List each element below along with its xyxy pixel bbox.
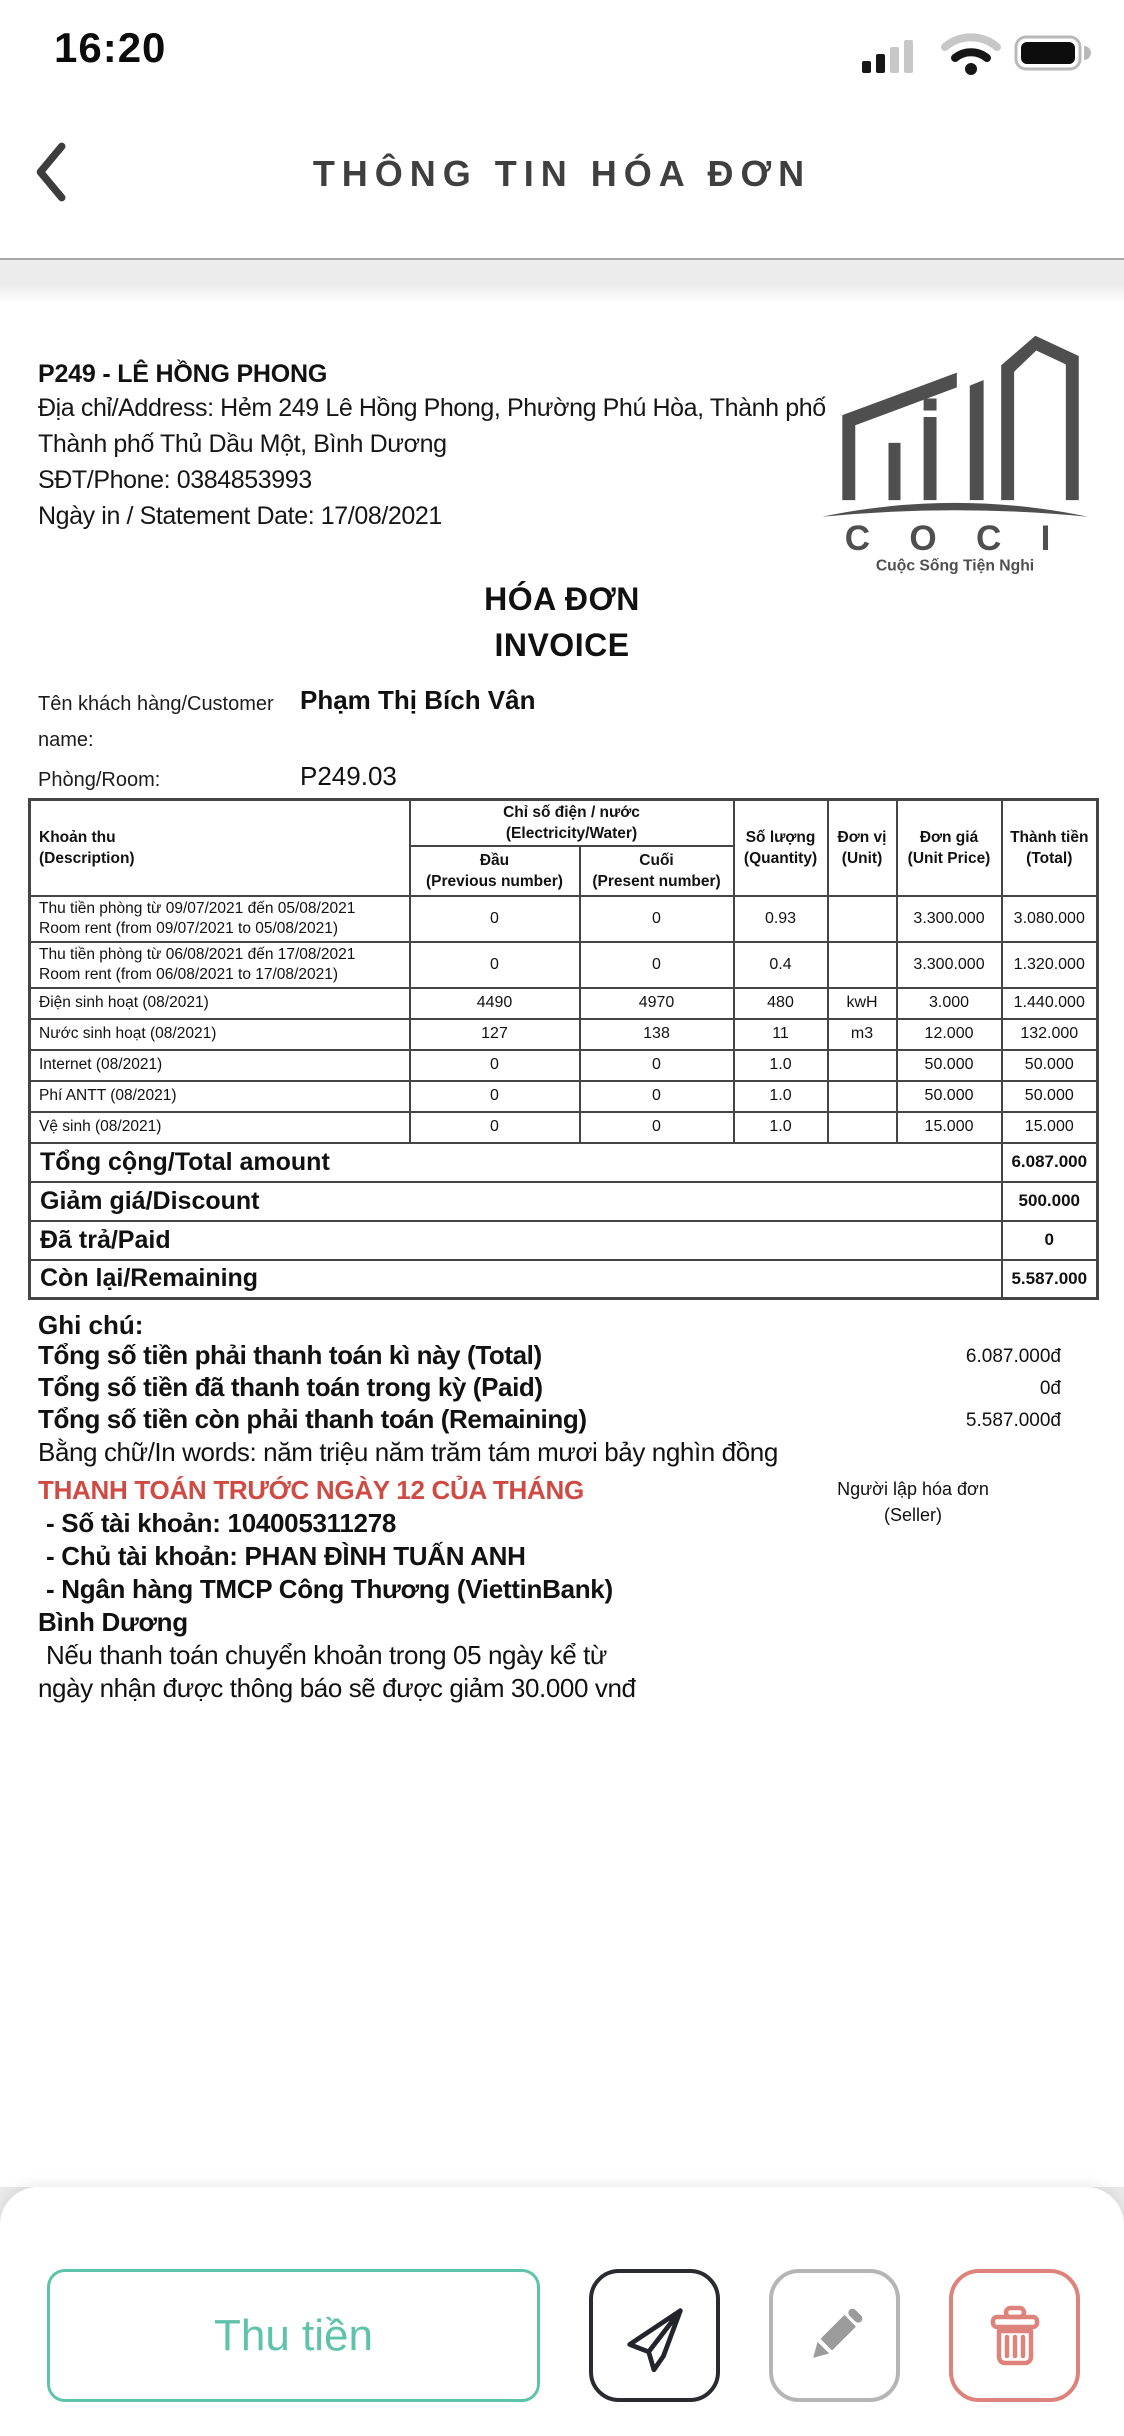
col-meter-group: Chỉ số điện / nước (Electricity/Water) bbox=[410, 800, 734, 846]
transfer-note-line2: ngày nhận được thông báo sẽ được giảm 30.000 vnđ bbox=[38, 1673, 636, 1703]
invoice-title-en: INVOICE bbox=[494, 627, 630, 663]
cellular-signal-icon bbox=[862, 31, 928, 75]
table-row: Thu tiền phòng từ 06/08/2021 đến 17/08/2021 Room rent (from 06/08/2021 to 17/08/2021) 0 0 0.4 3.300.000 1.320.000 bbox=[30, 942, 1098, 988]
merchant-address-line1: Địa chỉ/Address: Hẻm 249 Lê Hồng Phong, Phường Phú Hòa, Thành phố bbox=[38, 394, 826, 422]
background-area bbox=[0, 2187, 1124, 2436]
bank-region: Bình Dương bbox=[38, 1607, 188, 1637]
clock: 16:20 bbox=[54, 24, 167, 71]
table-row: Thu tiền phòng từ 09/07/2021 đến 05/08/2021 Room rent (from 09/07/2021 to 05/08/2021) 0 0 0.93 3.300.000 3.080.000 bbox=[30, 896, 1098, 942]
page-title: THÔNG TIN HÓA ĐƠN bbox=[312, 153, 812, 194]
action-sheet bbox=[0, 2187, 1124, 2436]
summary-row-remaining: Còn lại/Remaining 5.587.000 bbox=[30, 1260, 1098, 1299]
logo-brand: C O C I bbox=[844, 518, 1066, 558]
table-row: Điện sinh hoạt (08/2021) 4490 4970 480 kwH 3.000 1.440.000 bbox=[30, 988, 1098, 1019]
back-button[interactable] bbox=[30, 140, 70, 204]
table-row: Vệ sinh (08/2021) 0 0 1.0 15.000 15.000 bbox=[30, 1112, 1098, 1143]
col-quantity: Số lượng (Quantity) bbox=[734, 800, 828, 896]
table-row: Nước sinh hoạt (08/2021) 127 138 11 m3 12.000 132.000 bbox=[30, 1019, 1098, 1050]
customer-name-value: Phạm Thị Bích Vân bbox=[300, 685, 536, 715]
note-paid: Tổng số tiền đã thanh toán trong kỳ (Paid) 0đ bbox=[38, 1372, 1061, 1402]
table-row: Phí ANTT (08/2021) 0 0 1.0 50.000 50.000 bbox=[30, 1081, 1098, 1112]
room-label: Phòng/Room: bbox=[38, 769, 161, 791]
col-previous: Đầu (Previous number) bbox=[410, 846, 580, 896]
customer-section bbox=[28, 682, 1096, 798]
summary-row-paid: Đã trả/Paid 0 bbox=[30, 1221, 1098, 1260]
merchant-phone: SĐT/Phone: 0384853993 bbox=[38, 466, 312, 494]
table-header-row bbox=[30, 800, 1098, 846]
payment-deadline: THANH TOÁN TRƯỚC NGÀY 12 CỦA THÁNG bbox=[38, 1475, 584, 1505]
paper-plane-icon bbox=[617, 2298, 693, 2374]
col-unit-price: Đơn giá (Unit Price) bbox=[897, 800, 1002, 896]
status-bar bbox=[0, 0, 1124, 90]
wifi-icon bbox=[940, 30, 1002, 76]
payment-section bbox=[28, 1474, 1096, 1705]
coci-buildings-icon bbox=[814, 308, 1096, 574]
summary-row-discount: Giảm giá/Discount 500.000 bbox=[30, 1182, 1098, 1221]
collect-money-label: Thu tiền bbox=[214, 2310, 373, 2360]
company-logo bbox=[814, 308, 1096, 574]
trash-icon bbox=[979, 2300, 1051, 2372]
bank-account-number: - Số tài khoản: 104005311278 bbox=[46, 1508, 397, 1538]
bank-name: - Ngân hàng TMCP Công Thương (ViettinBank) bbox=[46, 1574, 613, 1604]
nav-bar bbox=[0, 90, 1124, 258]
battery-icon bbox=[1014, 33, 1094, 73]
invoice-title-vi: HÓA ĐƠN bbox=[484, 581, 640, 617]
notes-heading: Ghi chú: bbox=[38, 1310, 144, 1340]
seller-block bbox=[778, 1476, 1048, 1528]
collect-money-button[interactable] bbox=[47, 2269, 540, 2402]
pencil-icon bbox=[798, 2299, 872, 2373]
col-unit: Đơn vị (Unit) bbox=[828, 800, 897, 896]
bank-account-holder: - Chủ tài khoản: PHAN ĐÌNH TUẤN ANH bbox=[46, 1541, 526, 1571]
amount-in-words: Bằng chữ/In words: năm triệu năm trăm tám mươi bảy nghìn đồng bbox=[38, 1437, 778, 1467]
col-description: Khoản thu (Description) bbox=[30, 800, 410, 896]
seller-label-vi: Người lập hóa đơn bbox=[837, 1479, 989, 1499]
delete-invoice-button[interactable] bbox=[949, 2269, 1080, 2402]
nav-shadow bbox=[0, 260, 1124, 304]
chevron-left-icon bbox=[30, 140, 70, 204]
logo-tagline: Cuộc Sống Tiện Nghi bbox=[875, 557, 1035, 574]
seller-label-en: (Seller) bbox=[883, 1505, 942, 1525]
note-remaining: Tổng số tiền còn phải thanh toán (Remaining) 5.587.000đ bbox=[38, 1404, 1061, 1434]
statement-date: Ngày in / Statement Date: 17/08/2021 bbox=[38, 502, 442, 530]
note-total: Tổng số tiền phải thanh toán kì này (Total) 6.087.000đ bbox=[38, 1340, 1061, 1370]
table-row: Internet (08/2021) 0 0 1.0 50.000 50.000 bbox=[30, 1050, 1098, 1081]
room-value: P249.03 bbox=[300, 761, 397, 791]
transfer-note-line1: Nếu thanh toán chuyển khoản trong 05 ngày kể từ bbox=[46, 1640, 607, 1670]
merchant-info bbox=[28, 304, 826, 574]
col-total: Thành tiền (Total) bbox=[1002, 800, 1098, 896]
invoice-table bbox=[28, 798, 1099, 1300]
send-invoice-button[interactable] bbox=[589, 2269, 720, 2402]
invoice-document bbox=[0, 304, 1124, 1705]
merchant-name: P249 - LÊ HỒNG PHONG bbox=[38, 360, 328, 388]
customer-name-label: Tên khách hàng/Customer name: bbox=[38, 693, 274, 751]
summary-row-total: Tổng cộng/Total amount 6.087.000 bbox=[30, 1143, 1098, 1182]
merchant-address-line2: Thành phố Thủ Dầu Một, Bình Dương bbox=[38, 430, 447, 458]
edit-invoice-button[interactable] bbox=[769, 2269, 900, 2402]
col-present: Cuối (Present number) bbox=[580, 846, 734, 896]
notes-section bbox=[28, 1310, 1096, 1468]
